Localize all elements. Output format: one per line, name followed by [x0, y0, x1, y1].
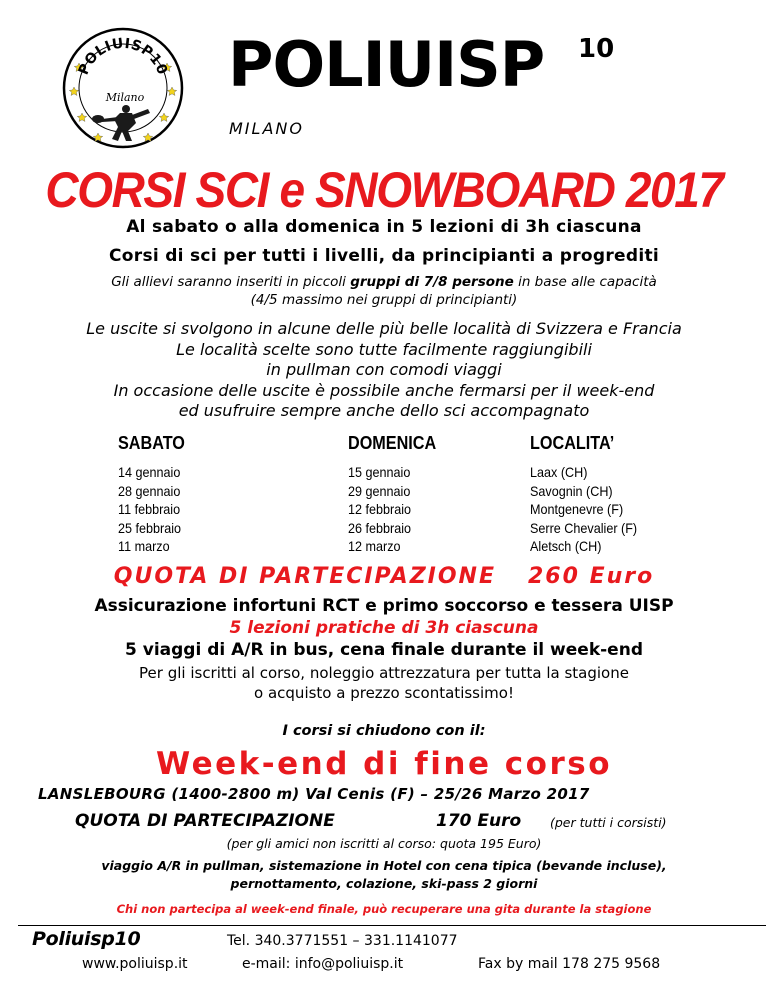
schedule-column-domenica	[348, 432, 446, 556]
outings-line-4: In occasione delle uscite è possibile anche fermarsi per il week-end	[113, 381, 655, 400]
sabato-date: 11 febbraio	[118, 501, 181, 518]
localita-name: Savognin (CH)	[530, 482, 613, 499]
sabato-date: 28 gennaio	[118, 482, 181, 499]
weekend-quota-label: QUOTA DI PARTECIPAZIONE	[75, 811, 335, 831]
weekend-package-line-2: pernottamento, colazione, ski-pass 2 giorni	[230, 876, 538, 891]
outings-line-3: in pullman con comodi viaggi	[266, 360, 502, 379]
weekend-place: LANSLEBOURG (1400-2800 m) Val Cenis (F) – 25/26 Marzo 2017	[38, 785, 590, 803]
brand-title	[228, 30, 544, 100]
brand-subtitle: MILANO	[229, 119, 304, 138]
sabato-date: 14 gennaio	[118, 464, 181, 480]
localita-name: Montgenevre (F)	[530, 501, 624, 518]
seal-city: Milano	[105, 91, 145, 104]
intro-line-2: Corsi di sci per tutti i livelli, da principianti a progrediti	[109, 246, 659, 266]
intro-line-1: Al sabato o alla domenica in 5 lezioni di 3h ciascuna	[126, 217, 642, 237]
footer-divider	[18, 925, 766, 926]
quota-includes-lessons: 5 lezioni pratiche di 3h ciascuna	[229, 618, 539, 638]
footer-brand: Poliuisp10	[32, 928, 141, 950]
main-title: CORSI SCI e SNOWBOARD 2017	[45, 162, 723, 218]
outings-line-1: Le uscite si svolgono in alcune delle più belle località di Svizzera e Francia	[86, 319, 682, 338]
footer-fax: Fax by mail 178 275 9568	[478, 956, 661, 972]
groups-text-b: gruppi di 7/8 persone	[350, 274, 514, 290]
brand-title-text: POLIUISP	[228, 28, 545, 101]
outings-line-2: Le località scelte sono tutte facilmente raggiungibili	[176, 340, 592, 359]
domenica-date: 26 febbraio	[348, 519, 412, 536]
footer-website-link[interactable]: www.poliuisp.it	[82, 956, 188, 972]
quota-label: QUOTA DI PARTECIPAZIONE	[113, 564, 496, 589]
weekend-intro: I corsi si chiudono con il:	[282, 723, 486, 739]
quota-heading	[0, 562, 768, 592]
sabato-date: 11 marzo	[118, 538, 170, 555]
localita-name: Serre Chevalier (F)	[530, 519, 638, 536]
localita-name: Laax (CH)	[530, 464, 588, 480]
quota-rental-line-1: Per gli iscritti al corso, noleggio attrezzatura per tutta la stagione	[139, 664, 629, 682]
column-header-localita: LOCALITA’	[530, 433, 615, 453]
poliuisp-seal-logo	[62, 27, 184, 149]
weekend-quota-note: (per tutti i corsisti)	[550, 815, 667, 830]
sabato-date: 25 febbraio	[118, 519, 182, 536]
recovery-warning: Chi non partecipa al week-end finale, può recuperare una gita durante la stagione	[116, 902, 652, 916]
seal-text: POLIUISP10	[75, 35, 171, 78]
quota-price: 260 Euro	[527, 564, 655, 589]
groups-line-1	[0, 273, 768, 292]
groups-text-c: in base alle capacità	[513, 274, 657, 290]
weekend-title: Week-end di fine corso	[155, 746, 613, 782]
domenica-date: 12 marzo	[348, 538, 401, 555]
localita-name: Aletsch (CH)	[530, 538, 602, 555]
domenica-date: 15 gennaio	[348, 464, 411, 480]
domenica-date: 29 gennaio	[348, 482, 411, 499]
weekend-package-line-1: viaggio A/R in pullman, sistemazione in Hotel con cena tipica (bevande incluse),	[101, 858, 667, 873]
quota-includes-trips: 5 viaggi di A/R in bus, cena finale durante il week-end	[125, 640, 643, 660]
footer-email-link[interactable]: e-mail: info@poliuisp.it	[242, 956, 404, 972]
weekend-quota-price: 170 Euro	[436, 811, 522, 831]
domenica-date: 12 febbraio	[348, 501, 412, 518]
friends-quota-note: (per gli amici non iscritti al corso: quota 195 Euro)	[226, 836, 542, 851]
quota-includes-insurance: Assicurazione infortuni RCT e primo soccorso e tessera UISP	[94, 596, 674, 616]
schedule-column-localita	[530, 432, 649, 556]
quota-rental-line-2: o acquisto a prezzo scontatissimo!	[254, 684, 514, 702]
outings-line-5: ed usufruire sempre anche dello sci accompagnato	[178, 401, 590, 420]
groups-text-a: Gli allievi saranno inseriti in piccoli	[111, 274, 351, 290]
groups-line-2: (4/5 massimo nei gruppi di principianti)	[250, 292, 518, 308]
column-header-sabato: SABATO	[118, 433, 185, 453]
schedule-column-sabato	[118, 432, 192, 556]
footer-telephone: Tel. 340.3771551 – 331.1141077	[227, 933, 458, 949]
brand-superscript: 10	[578, 34, 615, 64]
column-header-domenica: DOMENICA	[348, 433, 437, 453]
